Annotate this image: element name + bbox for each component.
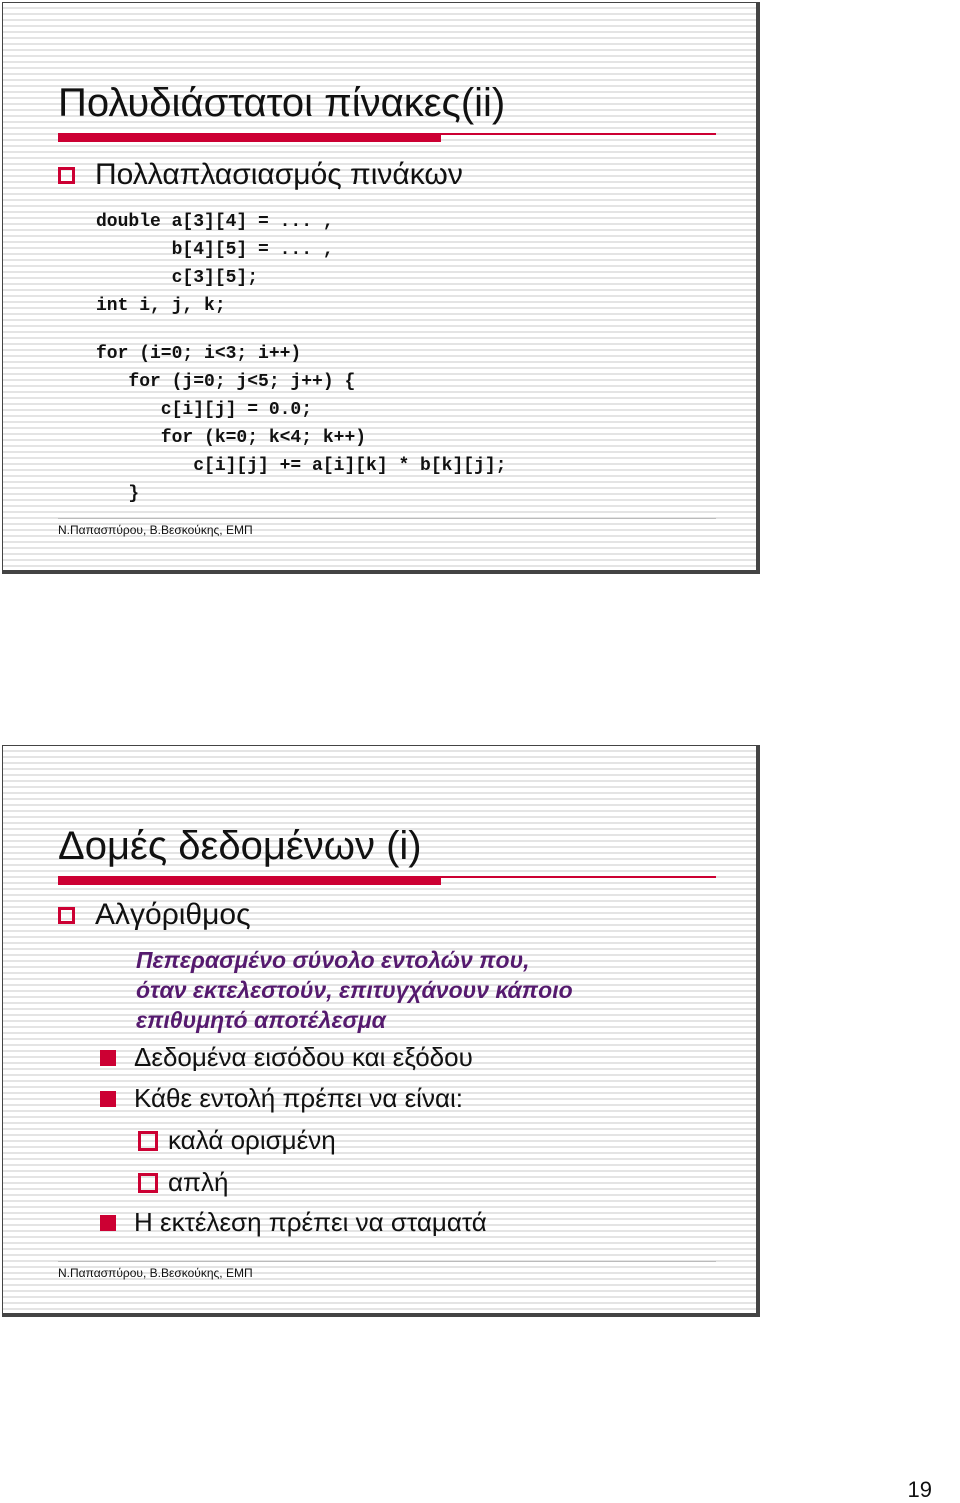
- sub-bullet-text: Η εκτέλεση πρέπει να σταματά: [134, 1207, 487, 1237]
- title-underline-thin: [441, 876, 716, 878]
- bullet-text: Αλγόριθμος: [95, 898, 251, 931]
- sub-bullet-text: Δεδομένα εισόδου και εξόδου: [134, 1042, 473, 1072]
- bullet-item: [58, 898, 251, 932]
- algorithm-definition: [136, 945, 573, 1035]
- hollow-square-bullet-icon: [58, 167, 75, 184]
- sub-sub-bullet-text: απλή: [168, 1167, 229, 1197]
- sub-bullet-text: Κάθε εντολή πρέπει να είναι:: [134, 1083, 463, 1113]
- code-declarations: double a[3][4] = ... , b[4][5] = ... , c[3][5]; int i, j, k;: [96, 212, 334, 316]
- sub-bullet-item: [100, 1083, 463, 1114]
- slide-2: [2, 745, 760, 1317]
- solid-square-bullet-icon: [100, 1091, 116, 1107]
- sub-sub-bullet-text: καλά ορισμένη: [168, 1125, 336, 1155]
- sub-sub-bullet-item: [138, 1125, 336, 1156]
- bullet-item: [58, 158, 463, 192]
- sub-bullet-item: [100, 1042, 473, 1073]
- sub-bullet-item: [100, 1207, 487, 1238]
- bullet-text: Πολλαπλασιασμός πινάκων: [95, 158, 463, 191]
- title-underline: [58, 133, 441, 142]
- page-number: 19: [907, 1477, 932, 1502]
- slide-title: Δομές δεδομένων (i): [58, 824, 422, 868]
- hollow-square-bullet-icon: [138, 1131, 158, 1151]
- definition-line: επιθυμητό αποτέλεσμα: [136, 1007, 386, 1033]
- footer-divider: [58, 1261, 716, 1262]
- footer-authors: Ν.Παπασπύρου, Β.Βεσκούκης, ΕΜΠ: [58, 1266, 253, 1280]
- definition-line: Πεπερασμένο σύνολο εντολών που,: [136, 947, 530, 973]
- hollow-square-bullet-icon: [58, 907, 75, 924]
- slide-title: Πολυδιάστατοι πίνακες(ii): [58, 81, 506, 125]
- code-loop: for (i=0; i<3; i++) for (j=0; j<5; j++) { c[i][j] = 0.0; for (k=0; k<4; k++) c[i][j] += a[i][k] * b[k][j]; }: [96, 344, 507, 504]
- sub-sub-bullet-item: [138, 1167, 228, 1198]
- footer-divider: [58, 518, 716, 519]
- definition-line: όταν εκτελεστούν, επιτυγχάνουν κάποιο: [136, 977, 573, 1003]
- solid-square-bullet-icon: [100, 1215, 116, 1231]
- footer-authors: Ν.Παπασπύρου, Β.Βεσκούκης, ΕΜΠ: [58, 523, 253, 537]
- hollow-square-bullet-icon: [138, 1173, 158, 1193]
- solid-square-bullet-icon: [100, 1050, 116, 1066]
- title-underline: [58, 876, 441, 885]
- slide-1: [2, 2, 760, 574]
- title-underline-thin: [441, 133, 716, 135]
